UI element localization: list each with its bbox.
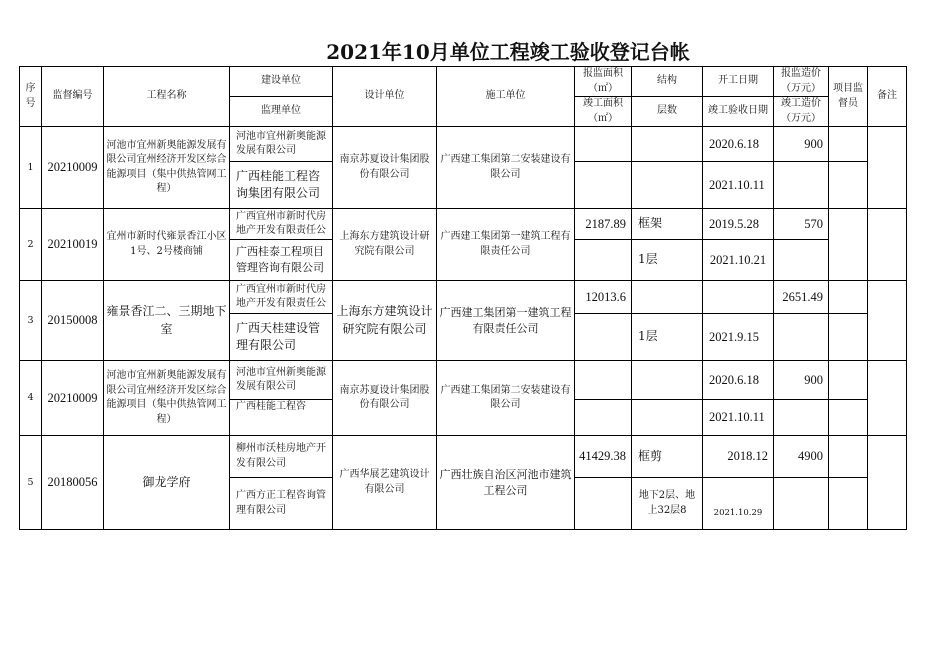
reported-area-cell bbox=[575, 127, 632, 162]
supervisor-cell: 广西桂能工程咨询集团有限公司 bbox=[230, 162, 333, 209]
seq-cell: 3 bbox=[20, 281, 42, 361]
header-acceptance-date: 竣工验收日期 bbox=[703, 97, 774, 127]
builder-cell: 广西宜州市新时代房地产开发有限责任公 bbox=[230, 209, 333, 240]
completed-area-cell bbox=[575, 314, 632, 361]
structure-cell bbox=[632, 361, 703, 400]
page-title: 2021年10月单位工程竣工验收登记台帐 bbox=[326, 40, 690, 64]
builder-cell: 河池市宜州新奥能源发展有限公司 bbox=[230, 361, 333, 400]
remarks-cell bbox=[868, 361, 907, 436]
header-designer: 设计单位 bbox=[333, 67, 437, 127]
project-name-cell: 河池市宜州新奥能源发展有限公司宜州经济开发区综合能源项目（集中供热管网工程） bbox=[104, 127, 230, 209]
header-supervisor: 监理单位 bbox=[230, 97, 333, 127]
project-name-cell: 雍景香江二、三期地下室 bbox=[104, 281, 230, 361]
header-supervision-no: 监督编号 bbox=[42, 67, 104, 127]
supervision-no-cell: 20210009 bbox=[42, 361, 104, 436]
header-reported-area: 报监面积（㎡） bbox=[575, 67, 632, 97]
contractor-cell: 广西建工集团第二安装建设有限公司 bbox=[437, 361, 575, 436]
project-supervisor-cell bbox=[829, 209, 868, 281]
contractor-cell: 广西建工集团第二安装建设有限公司 bbox=[437, 127, 575, 209]
acceptance-date-cell: 2021.10.11 bbox=[703, 162, 774, 209]
project-supervisor-cell bbox=[829, 127, 868, 162]
floors-cell: 1层 bbox=[632, 240, 703, 281]
project-supervisor-cell bbox=[829, 436, 868, 478]
remarks-cell bbox=[868, 127, 907, 209]
structure-cell: 框剪 bbox=[632, 436, 703, 478]
header-completed-cost: 竣工造价（万元） bbox=[774, 97, 829, 127]
header-start-date: 开工日期 bbox=[703, 67, 774, 97]
completed-area-cell bbox=[575, 162, 632, 209]
project-supervisor-cell bbox=[829, 361, 868, 400]
table-row bbox=[20, 361, 907, 400]
completed-cost-cell bbox=[774, 240, 829, 281]
supervision-no-cell: 20180056 bbox=[42, 436, 104, 530]
project-supervisor-cell bbox=[829, 281, 868, 314]
supervisor-cell: 广西天桂建设管理有限公司 bbox=[230, 314, 333, 361]
structure-cell: 框架 bbox=[632, 209, 703, 240]
reported-area-cell: 12013.6 bbox=[575, 281, 632, 314]
seq-cell: 4 bbox=[20, 361, 42, 436]
supervisor-cell: 广西方正工程咨询管理有限公司 bbox=[230, 478, 333, 530]
start-date-cell: 2020.6.18 bbox=[703, 361, 774, 400]
completed-area-cell bbox=[575, 478, 632, 530]
project-supervisor-cell bbox=[829, 478, 868, 530]
reported-cost-cell: 4900 bbox=[774, 436, 829, 478]
reported-cost-cell: 900 bbox=[774, 127, 829, 162]
reported-area-cell bbox=[575, 361, 632, 400]
floors-cell: 地下2层、地上32层8 bbox=[632, 478, 703, 530]
project-name-cell: 御龙学府 bbox=[104, 436, 230, 530]
designer-cell: 南京苏夏设计集团股份有限公司 bbox=[333, 127, 437, 209]
seq-cell: 5 bbox=[20, 436, 42, 530]
start-date-cell: 2020.6.18 bbox=[703, 127, 774, 162]
header-seq: 序号 bbox=[20, 67, 42, 127]
remarks-cell bbox=[868, 209, 907, 281]
header-floors: 层数 bbox=[632, 97, 703, 127]
completed-area-cell bbox=[575, 240, 632, 281]
reported-area-cell: 41429.38 bbox=[575, 436, 632, 478]
completed-cost-cell bbox=[774, 400, 829, 436]
project-name-cell: 宜州市新时代雍景香江小区1号、2号楼商铺 bbox=[104, 209, 230, 281]
start-date-cell: 2019.5.28 bbox=[703, 209, 774, 240]
table-row bbox=[20, 127, 907, 162]
contractor-cell: 广西建工集团第一建筑工程有限责任公司 bbox=[437, 281, 575, 361]
table-row bbox=[20, 436, 907, 478]
reported-area-cell: 2187.89 bbox=[575, 209, 632, 240]
remarks-cell bbox=[868, 281, 907, 361]
acceptance-date-cell: 2021.10.11 bbox=[703, 400, 774, 436]
supervision-no-cell: 20150008 bbox=[42, 281, 104, 361]
builder-cell: 柳州市沃桂房地产开发有限公司 bbox=[230, 436, 333, 478]
reported-cost-cell: 900 bbox=[774, 361, 829, 400]
completed-cost-cell bbox=[774, 314, 829, 361]
builder-cell: 广西宜州市新时代房地产开发有限责任公 bbox=[230, 281, 333, 314]
supervision-no-cell: 20210009 bbox=[42, 127, 104, 209]
floors-cell bbox=[632, 400, 703, 436]
designer-cell: 广西华展艺建筑设计有限公司 bbox=[333, 436, 437, 530]
structure-cell bbox=[632, 127, 703, 162]
reported-cost-cell: 2651.49 bbox=[774, 281, 829, 314]
designer-cell: 上海东方建筑设计研究院有限公司 bbox=[333, 281, 437, 361]
table-row bbox=[20, 209, 907, 240]
header-project-supervisor: 项目监督员 bbox=[829, 67, 868, 127]
start-date-cell: 2018.12 bbox=[703, 436, 774, 478]
completed-area-cell bbox=[575, 400, 632, 436]
header-completed-area: 竣工面积（㎡） bbox=[575, 97, 632, 127]
supervision-no-cell: 20210019 bbox=[42, 209, 104, 281]
floors-cell bbox=[632, 162, 703, 209]
contractor-cell: 广西建工集团第一建筑工程有限责任公司 bbox=[437, 209, 575, 281]
seq-cell: 1 bbox=[20, 127, 42, 209]
acceptance-date-cell: 2021.10.21 bbox=[703, 240, 774, 281]
header-reported-cost: 报监造价（万元） bbox=[774, 67, 829, 97]
project-supervisor-cell bbox=[829, 162, 868, 209]
project-supervisor-cell bbox=[829, 314, 868, 361]
header-builder: 建设单位 bbox=[230, 67, 333, 97]
header-contractor: 施工单位 bbox=[437, 67, 575, 127]
project-supervisor-cell bbox=[829, 400, 868, 436]
header-structure: 结构 bbox=[632, 67, 703, 97]
reported-cost-cell: 570 bbox=[774, 209, 829, 240]
completed-cost-cell bbox=[774, 162, 829, 209]
remarks-cell bbox=[868, 436, 907, 530]
table-row bbox=[20, 281, 907, 314]
header-remarks: 备注 bbox=[868, 67, 907, 127]
supervisor-cell: 广西桂泰工程项目管理咨询有限公司 bbox=[230, 240, 333, 281]
contractor-cell: 广西壮族自治区河池市建筑工程公司 bbox=[437, 436, 575, 530]
completed-cost-cell bbox=[774, 478, 829, 530]
acceptance-date-cell: 2021.9.15 bbox=[703, 314, 774, 361]
acceptance-date-cell: 2021.10.29 bbox=[703, 478, 774, 530]
header-project-name: 工程名称 bbox=[104, 67, 230, 127]
project-name-cell: 河池市宜州新奥能源发展有限公司宜州经济开发区综合能源项目（集中供热管网工程） bbox=[104, 361, 230, 436]
acceptance-ledger-table bbox=[19, 66, 907, 530]
seq-cell: 2 bbox=[20, 209, 42, 281]
floors-cell: 1层 bbox=[632, 314, 703, 361]
structure-cell bbox=[632, 281, 703, 314]
supervisor-cell: 广西桂能工程咨 bbox=[230, 400, 333, 436]
designer-cell: 上海东方建筑设计研究院有限公司 bbox=[333, 209, 437, 281]
designer-cell: 南京苏夏设计集团股份有限公司 bbox=[333, 361, 437, 436]
start-date-cell bbox=[703, 281, 774, 314]
builder-cell: 河池市宜州新奥能源发展有限公司 bbox=[230, 127, 333, 162]
